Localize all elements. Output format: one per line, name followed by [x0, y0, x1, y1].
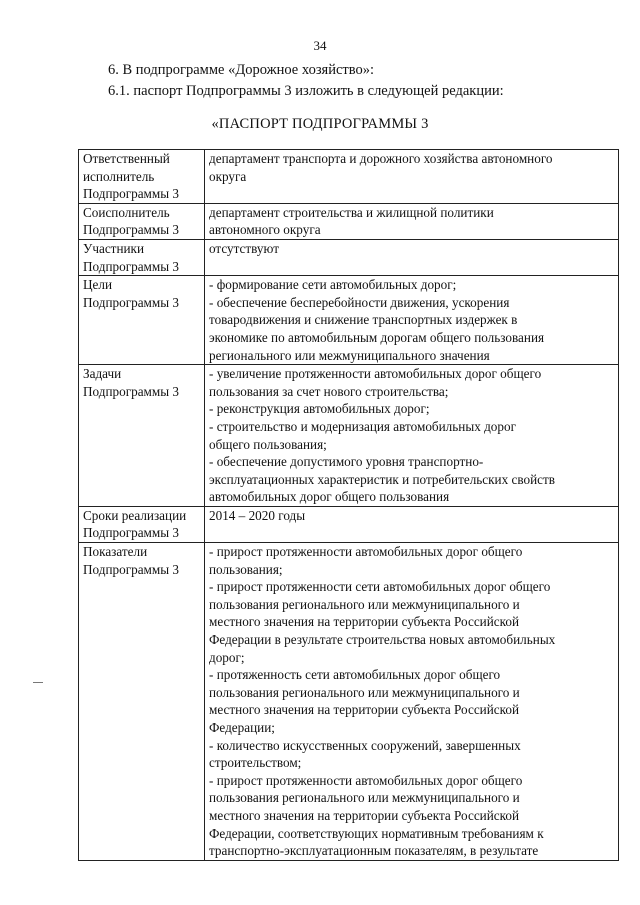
row-value: департамент транспорта и дорожного хозяйства автономного округа: [205, 150, 619, 204]
table-row: [79, 276, 619, 365]
row-value: отсутствуют: [205, 239, 619, 275]
table-row: [79, 365, 619, 507]
scan-mark: [33, 682, 43, 683]
page-number: 34: [313, 38, 327, 53]
table-row: [79, 203, 619, 239]
table-row: [79, 506, 619, 542]
row-value: 2014 – 2020 годы: [205, 506, 619, 542]
row-label: Задачи Подпрограммы 3: [79, 365, 205, 507]
row-label: Ответственный исполнитель Подпрограммы 3: [79, 150, 205, 204]
intro-line-2: 6.1. паспорт Подпрограммы 3 изложить в следующей редакции:: [108, 83, 504, 99]
row-label: Соисполнитель Подпрограммы 3: [79, 203, 205, 239]
row-value: - формирование сети автомобильных дорог; - обеспечение бесперебойности движения, ускорения товарод​вижения и снижение транспортных издержек в экономике по автомобильным дорогам общего пользования регионального или межмуниципального значения: [205, 276, 619, 365]
row-label: Сроки реализации Подпрограммы 3: [79, 506, 205, 542]
document-title: «ПАСПОРТ ПОДПРОГРАММЫ 3: [211, 116, 429, 132]
row-value: департамент строительства и жилищной политики автономного округа: [205, 203, 619, 239]
table-row: [79, 150, 619, 204]
intro-line-1: 6. В подпрограмме «Дорожное хозяйство»:: [108, 62, 375, 78]
row-value: - прирост протяженности автомобильных дорог общего пользования; - прирост протяженности сети автомобильных дорог общего пользования регионального или межмуниципального и местного значения на территории субъекта Российской Федерации в результате строительства новых автомобильных дорог; - протяженность сети автомобильных дорог общего пользования регионального или межмуниципального и местного значения на территории субъекта Российской Федерации; - количество искусственных сооружений, завершенных строительством; - прирост протяженности автомобильных дорог общего пользования регионального или межмуниципального и местного значения на территории субъекта Российской Федерации, соответствующих нормативным требованиям к транспортно-эксплуатационным показателям, в результате: [205, 543, 619, 861]
row-label: Показатели Подпрограммы 3: [79, 543, 205, 861]
row-label: Участники Подпрограммы 3: [79, 239, 205, 275]
table-row: [79, 239, 619, 275]
row-value: - увеличение протяженности автомобильных дорог общего пользования за счет нового строительства; - реконструкция автомобильных дорог; - строительство и модернизация автомобильных дорог общего пользования; - обеспечение допустимого уровня транспортно- эксплуатационных характеристик и потребительских свойств автомобильных дорог общего пользования: [205, 365, 619, 507]
table-row: [79, 543, 619, 861]
row-label: Цели Подпрограммы 3: [79, 276, 205, 365]
passport-table: [78, 149, 619, 861]
